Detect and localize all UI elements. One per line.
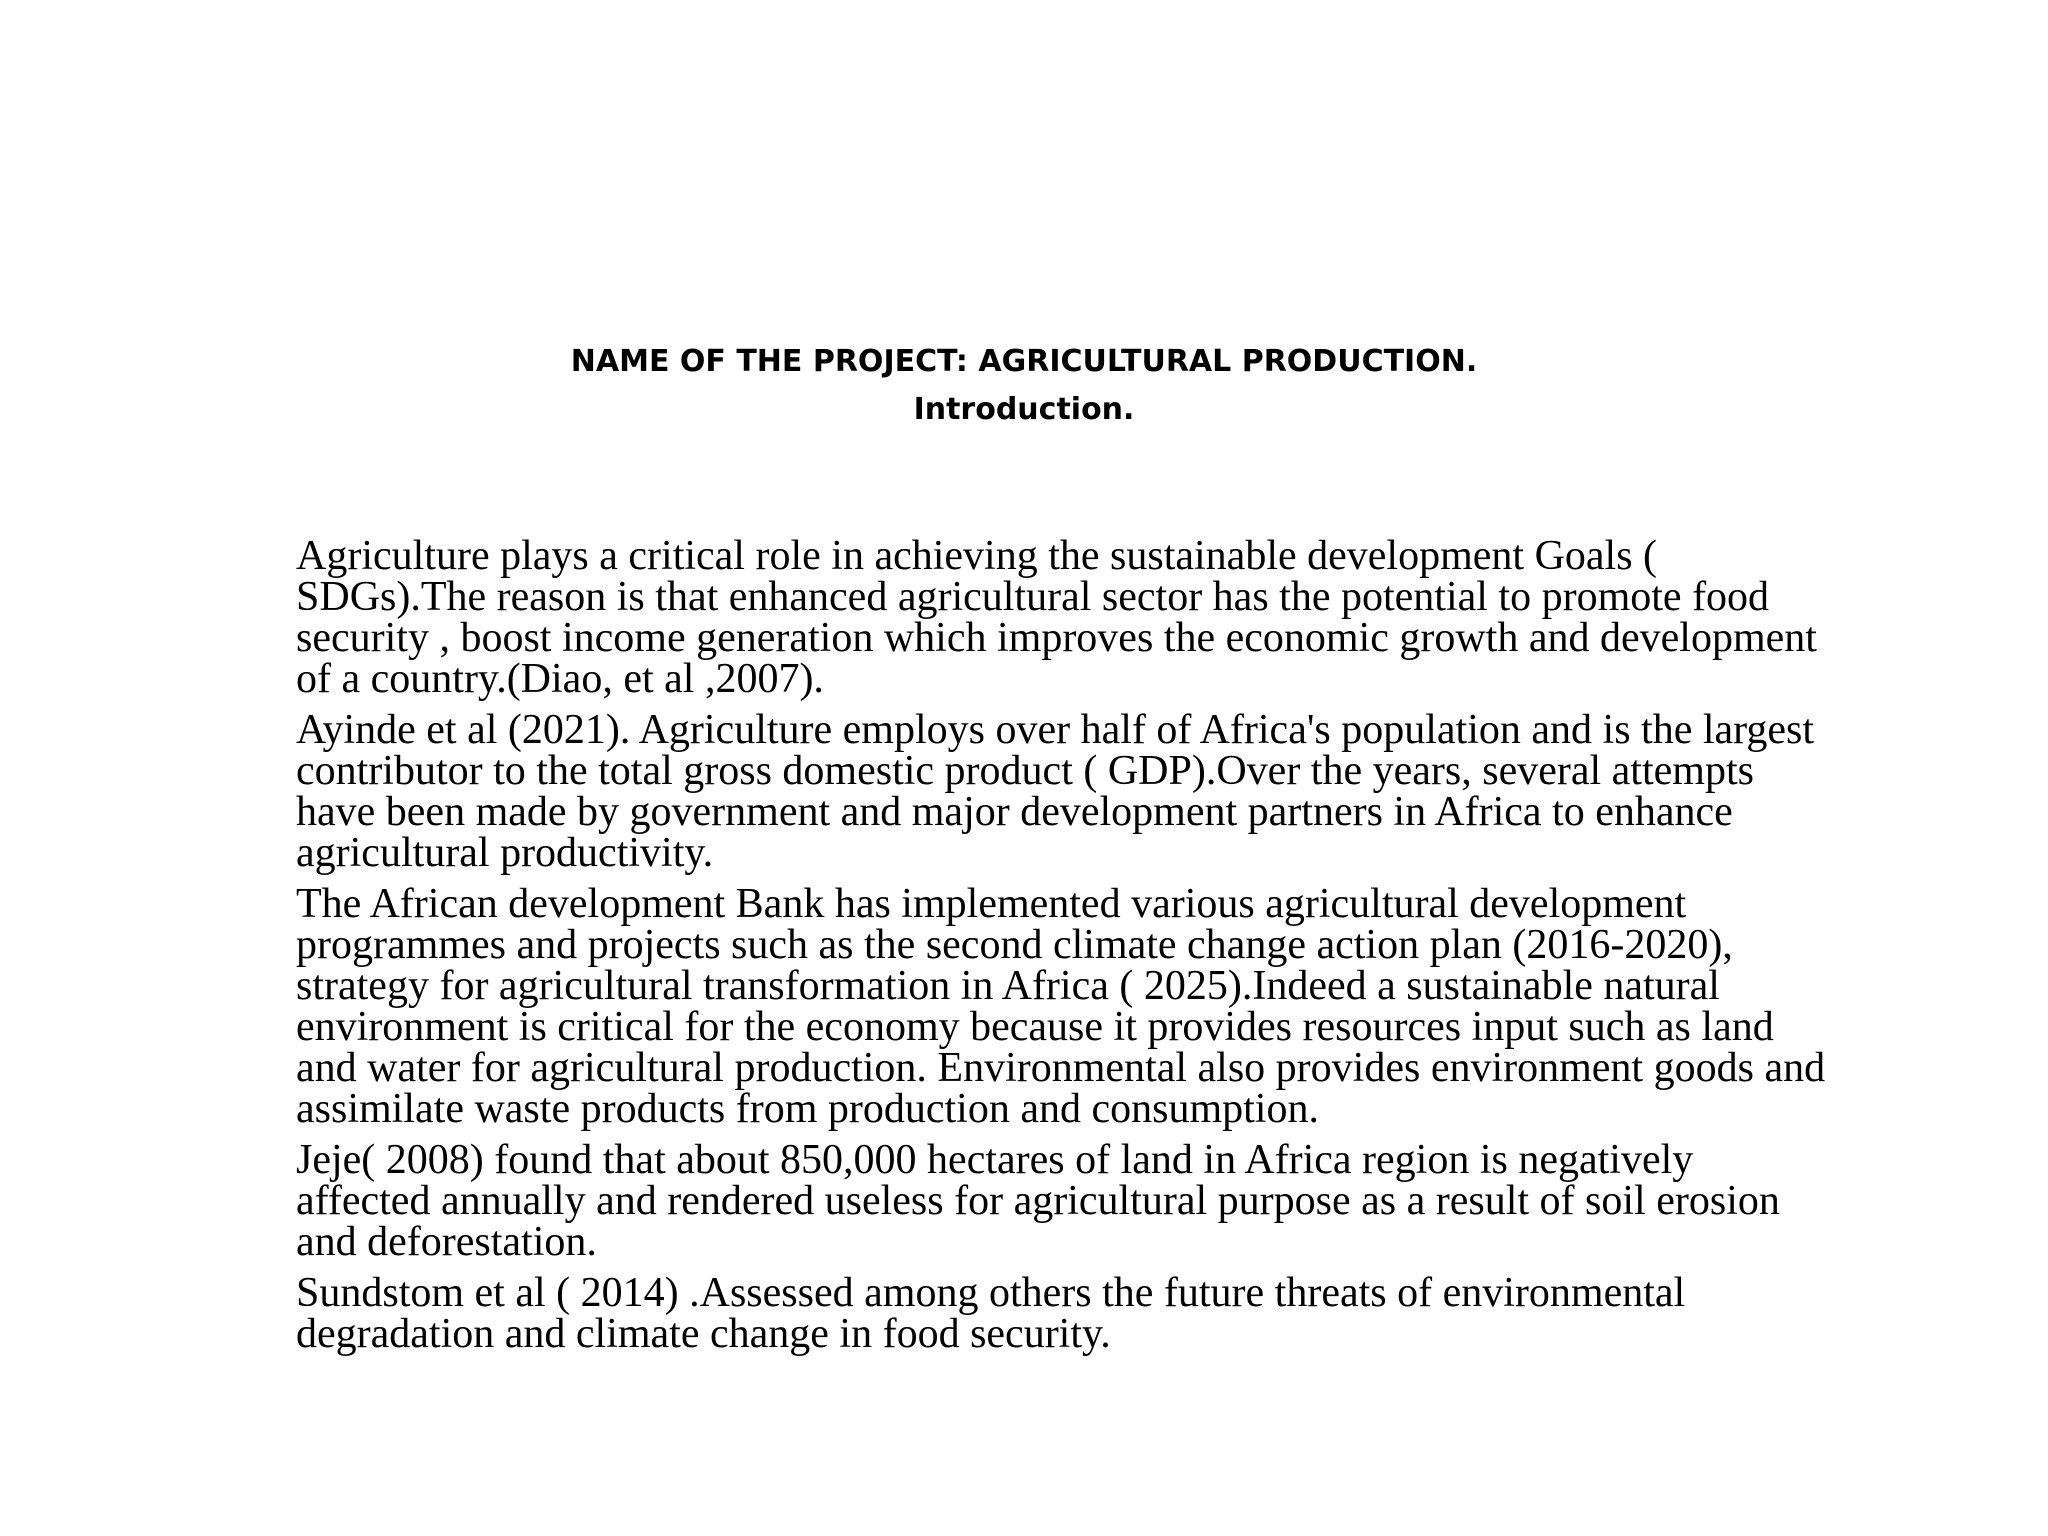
- heading-block: [0, 338, 2048, 434]
- body-text: [296, 533, 1836, 1365]
- paragraph-1: Agriculture plays a critical role in achieving the sustainable development Goals ( SDGs).The reason is that enhanced agricultural sector has the potential to promote food security , boost income generation which improves the economic growth and development of a country.(Diao, et al ,2007).: [296, 533, 1817, 702]
- paragraph-2: Ayinde et al (2021). Agriculture employs over half of Africa's population and is the largest contributor to the total gross domestic product ( GDP).Over the years, several attempts have been made by government and major development partners in Africa to enhance agricultural productivity.: [296, 707, 1815, 876]
- paragraph-4: Jeje( 2008) found that about 850,000 hectares of land in Africa region is negatively affected annually and rendered useless for agricultural purpose as a result of soil erosion and deforestation.: [296, 1137, 1780, 1265]
- paragraph-3: The African development Bank has implemented various agricultural development programmes and projects such as the second climate change action plan (2016-2020), strategy for agricultural transformation in Africa ( 2025).Indeed a sustainable natural environment is critical for the economy because it provides resources input such as land and water for agricultural production. Environmental also provides environment goods and assimilate waste products from production and consumption.: [296, 881, 1826, 1132]
- section-title: Introduction.: [913, 392, 1135, 427]
- project-title: NAME OF THE PROJECT: AGRICULTURAL PRODUCTION.: [570, 344, 1478, 379]
- paragraph-5: Sundstom et al ( 2014) .Assessed among others the future threats of environmental degradation and climate change in food security.: [296, 1270, 1686, 1357]
